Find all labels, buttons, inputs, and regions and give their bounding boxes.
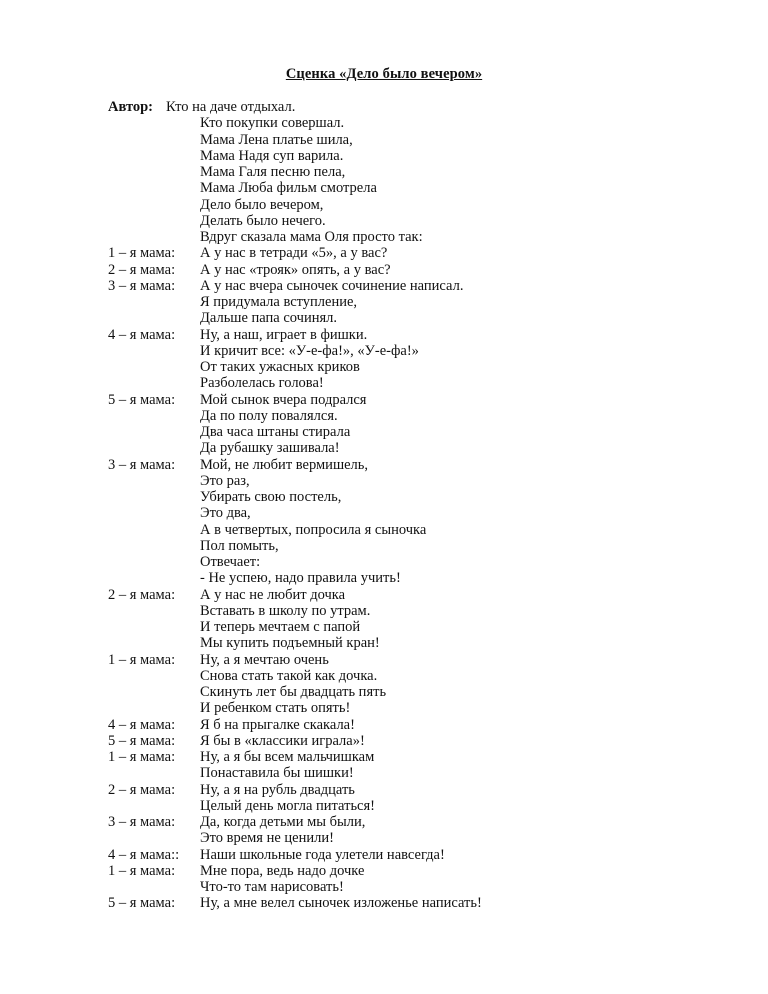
script-line bbox=[108, 343, 748, 359]
speaker-label bbox=[108, 668, 200, 684]
page-title: Сценка «Дело было вечером» bbox=[285, 66, 483, 82]
speaker-label bbox=[108, 554, 200, 570]
script-line bbox=[108, 879, 748, 895]
script-line bbox=[108, 652, 748, 668]
line-text: От таких ужасных криков bbox=[200, 359, 360, 375]
script-line bbox=[108, 375, 748, 391]
line-text: Пол помыть, bbox=[200, 537, 279, 554]
speaker-label bbox=[108, 505, 200, 521]
line-text: Это раз, bbox=[200, 472, 250, 489]
script-line bbox=[108, 717, 748, 733]
script-line bbox=[108, 440, 748, 456]
script-line bbox=[108, 505, 748, 521]
line-text: Мой, не любит вермишель, bbox=[200, 456, 369, 473]
speaker-label: 1 – я мама: bbox=[108, 245, 176, 262]
speaker-label: 1 – я мама: bbox=[108, 862, 176, 879]
speaker-label: 2 – я мама: bbox=[108, 781, 176, 798]
speaker-label bbox=[108, 180, 200, 196]
script-line bbox=[108, 132, 748, 148]
script-line bbox=[108, 99, 748, 115]
line-text: Это время не ценили! bbox=[200, 830, 334, 847]
speaker-label bbox=[108, 213, 200, 229]
speaker-label: 1 – я мама: bbox=[108, 749, 176, 765]
line-text: Понаставила бы шишки! bbox=[200, 765, 354, 782]
speaker-label bbox=[108, 294, 200, 310]
speaker-label: 2 – я мама: bbox=[108, 586, 176, 603]
speaker-label: 3 – я мама: bbox=[108, 814, 176, 830]
line-text: Мама Надя суп варила. bbox=[200, 147, 344, 164]
script-line bbox=[108, 148, 748, 164]
script-line bbox=[108, 570, 748, 586]
speaker-label bbox=[108, 765, 200, 781]
script-line bbox=[108, 587, 748, 603]
line-text: Убирать свою постель, bbox=[200, 489, 342, 505]
script-line bbox=[108, 180, 748, 196]
line-text: Мы купить подъемный кран! bbox=[200, 635, 380, 652]
script-line bbox=[108, 213, 748, 229]
line-text: А у нас вчера сыночек сочинение написал. bbox=[200, 277, 464, 294]
line-text: Мама Галя песню пела, bbox=[200, 164, 346, 180]
script-line bbox=[108, 554, 748, 570]
line-text: Снова стать такой как дочка. bbox=[200, 667, 378, 684]
line-text: Я б на прыгалке скакала! bbox=[200, 716, 355, 733]
line-text: Да рубашку зашивала! bbox=[200, 440, 340, 457]
speaker-label bbox=[108, 343, 200, 359]
script-body bbox=[108, 99, 748, 912]
line-text: И кричит все: «У-е-фа!», «У-е-фа!» bbox=[200, 342, 419, 359]
line-text: Кто покупки совершал. bbox=[200, 115, 345, 132]
speaker-label bbox=[108, 310, 200, 326]
speaker-label bbox=[108, 115, 200, 131]
script-line bbox=[108, 262, 748, 278]
speaker-label bbox=[108, 700, 200, 716]
script-line bbox=[108, 457, 748, 473]
speaker-label bbox=[108, 359, 200, 375]
speaker-label: 5 – я мама: bbox=[108, 391, 176, 408]
line-text: Мама Люба фильм смотрела bbox=[200, 180, 377, 197]
script-line bbox=[108, 424, 748, 440]
script-line bbox=[108, 229, 748, 245]
speaker-label bbox=[108, 603, 200, 619]
speaker-label bbox=[108, 375, 200, 391]
script-line bbox=[108, 359, 748, 375]
speaker-label bbox=[108, 164, 200, 180]
script-line bbox=[108, 310, 748, 326]
line-text: Делать было нечего. bbox=[200, 212, 326, 229]
script-line bbox=[108, 489, 748, 505]
line-text: Отвечает: bbox=[200, 554, 261, 570]
speaker-label bbox=[108, 522, 200, 538]
speaker-label bbox=[108, 879, 200, 895]
line-text: Я придумала вступление, bbox=[200, 294, 358, 310]
line-text: Ну, а я бы всем мальчишкам bbox=[200, 749, 375, 765]
speaker-label: 2 – я мама: bbox=[108, 261, 176, 278]
line-text: Ну, а мне велел сыночек изложенье написать! bbox=[200, 895, 482, 912]
script-line bbox=[108, 635, 748, 651]
speaker-label bbox=[108, 830, 200, 846]
line-text: А у нас в тетради «5», а у вас? bbox=[200, 245, 388, 262]
speaker-label bbox=[108, 489, 200, 505]
script-line bbox=[108, 538, 748, 554]
speaker-label: 5 – я мама: bbox=[108, 895, 176, 912]
line-text: А у нас «трояк» опять, а у вас? bbox=[200, 261, 391, 278]
script-line bbox=[108, 392, 748, 408]
line-text: Целый день могла питаться! bbox=[200, 797, 375, 814]
speaker-label bbox=[108, 440, 200, 456]
speaker-label: 1 – я мама: bbox=[108, 651, 176, 668]
line-text: Кто на даче отдыхал. bbox=[166, 99, 296, 115]
line-text: И ребенком стать опять! bbox=[200, 700, 351, 717]
script-line bbox=[108, 895, 748, 911]
script-line bbox=[108, 278, 748, 294]
script-line bbox=[108, 245, 748, 261]
script-line bbox=[108, 684, 748, 700]
speaker-label: 3 – я мама: bbox=[108, 277, 176, 294]
line-text: Скинуть лет бы двадцать пять bbox=[200, 684, 387, 700]
script-line bbox=[108, 782, 748, 798]
line-text: Это два, bbox=[200, 505, 251, 522]
line-text: Ну, а я на рубль двадцать bbox=[200, 781, 355, 798]
line-text: Что-то там нарисовать! bbox=[200, 879, 344, 895]
speaker-label bbox=[108, 798, 200, 814]
speaker-label bbox=[108, 229, 200, 245]
line-text: Два часа штаны стирала bbox=[200, 424, 351, 440]
line-text: Вдруг сказала мама Оля просто так: bbox=[200, 229, 423, 245]
line-text: Да, когда детьми мы были, bbox=[200, 814, 366, 830]
script-line bbox=[108, 473, 748, 489]
line-text: Дело было вечером, bbox=[200, 196, 324, 213]
script-line bbox=[108, 327, 748, 343]
script-line bbox=[108, 814, 748, 830]
line-text: Мама Лена платье шила, bbox=[200, 131, 353, 148]
line-text: Дальше папа сочинял. bbox=[200, 310, 338, 327]
speaker-label: 4 – я мама: bbox=[108, 326, 176, 343]
line-text: Мне пора, ведь надо дочке bbox=[200, 862, 365, 879]
script-line bbox=[108, 164, 748, 180]
speaker-label: 5 – я мама: bbox=[108, 732, 176, 749]
script-line bbox=[108, 749, 748, 765]
script-line bbox=[108, 115, 748, 131]
line-text: Ну, а наш, играет в фишки. bbox=[200, 326, 368, 343]
line-text: Вставать в школу по утрам. bbox=[200, 602, 371, 619]
line-text: Мой сынок вчера подрался bbox=[200, 391, 367, 408]
line-text: Наши школьные года улетели навсегда! bbox=[200, 846, 445, 863]
author-label: Автор: bbox=[108, 99, 154, 115]
speaker-label: 3 – я мама: bbox=[108, 456, 176, 473]
speaker-label bbox=[108, 132, 200, 148]
line-text: Да по полу повалялся. bbox=[200, 407, 338, 424]
script-line bbox=[108, 863, 748, 879]
script-line bbox=[108, 522, 748, 538]
speaker-label bbox=[108, 635, 200, 651]
speaker-label bbox=[108, 473, 200, 489]
script-line bbox=[108, 603, 748, 619]
speaker-label bbox=[108, 538, 200, 554]
speaker-label bbox=[108, 424, 200, 440]
script-line bbox=[108, 408, 748, 424]
speaker-label bbox=[108, 197, 200, 213]
line-text: - Не успею, надо правила учить! bbox=[200, 570, 401, 587]
speaker-label: 4 – я мама:: bbox=[108, 846, 180, 863]
speaker-label bbox=[108, 408, 200, 424]
script-line bbox=[108, 830, 748, 846]
script-line bbox=[108, 619, 748, 635]
speaker-label bbox=[108, 684, 200, 700]
speaker-label bbox=[108, 570, 200, 586]
script-line bbox=[108, 847, 748, 863]
speaker-label: 4 – я мама: bbox=[108, 716, 176, 733]
speaker-label bbox=[108, 619, 200, 635]
line-text: И теперь мечтаем с папой bbox=[200, 619, 361, 635]
script-line bbox=[108, 197, 748, 213]
line-text: А у нас не любит дочка bbox=[200, 586, 346, 603]
line-text: Я бы в «классики играла»! bbox=[200, 732, 365, 749]
script-line bbox=[108, 765, 748, 781]
script-line bbox=[108, 668, 748, 684]
speaker-label bbox=[108, 148, 200, 164]
line-text: А в четвертых, попросила я сыночка bbox=[200, 521, 427, 538]
script-line bbox=[108, 798, 748, 814]
script-line bbox=[108, 733, 748, 749]
script-line bbox=[108, 700, 748, 716]
line-text: Разболелась голова! bbox=[200, 375, 324, 392]
line-text: Ну, а я мечтаю очень bbox=[200, 651, 329, 668]
script-line bbox=[108, 294, 748, 310]
